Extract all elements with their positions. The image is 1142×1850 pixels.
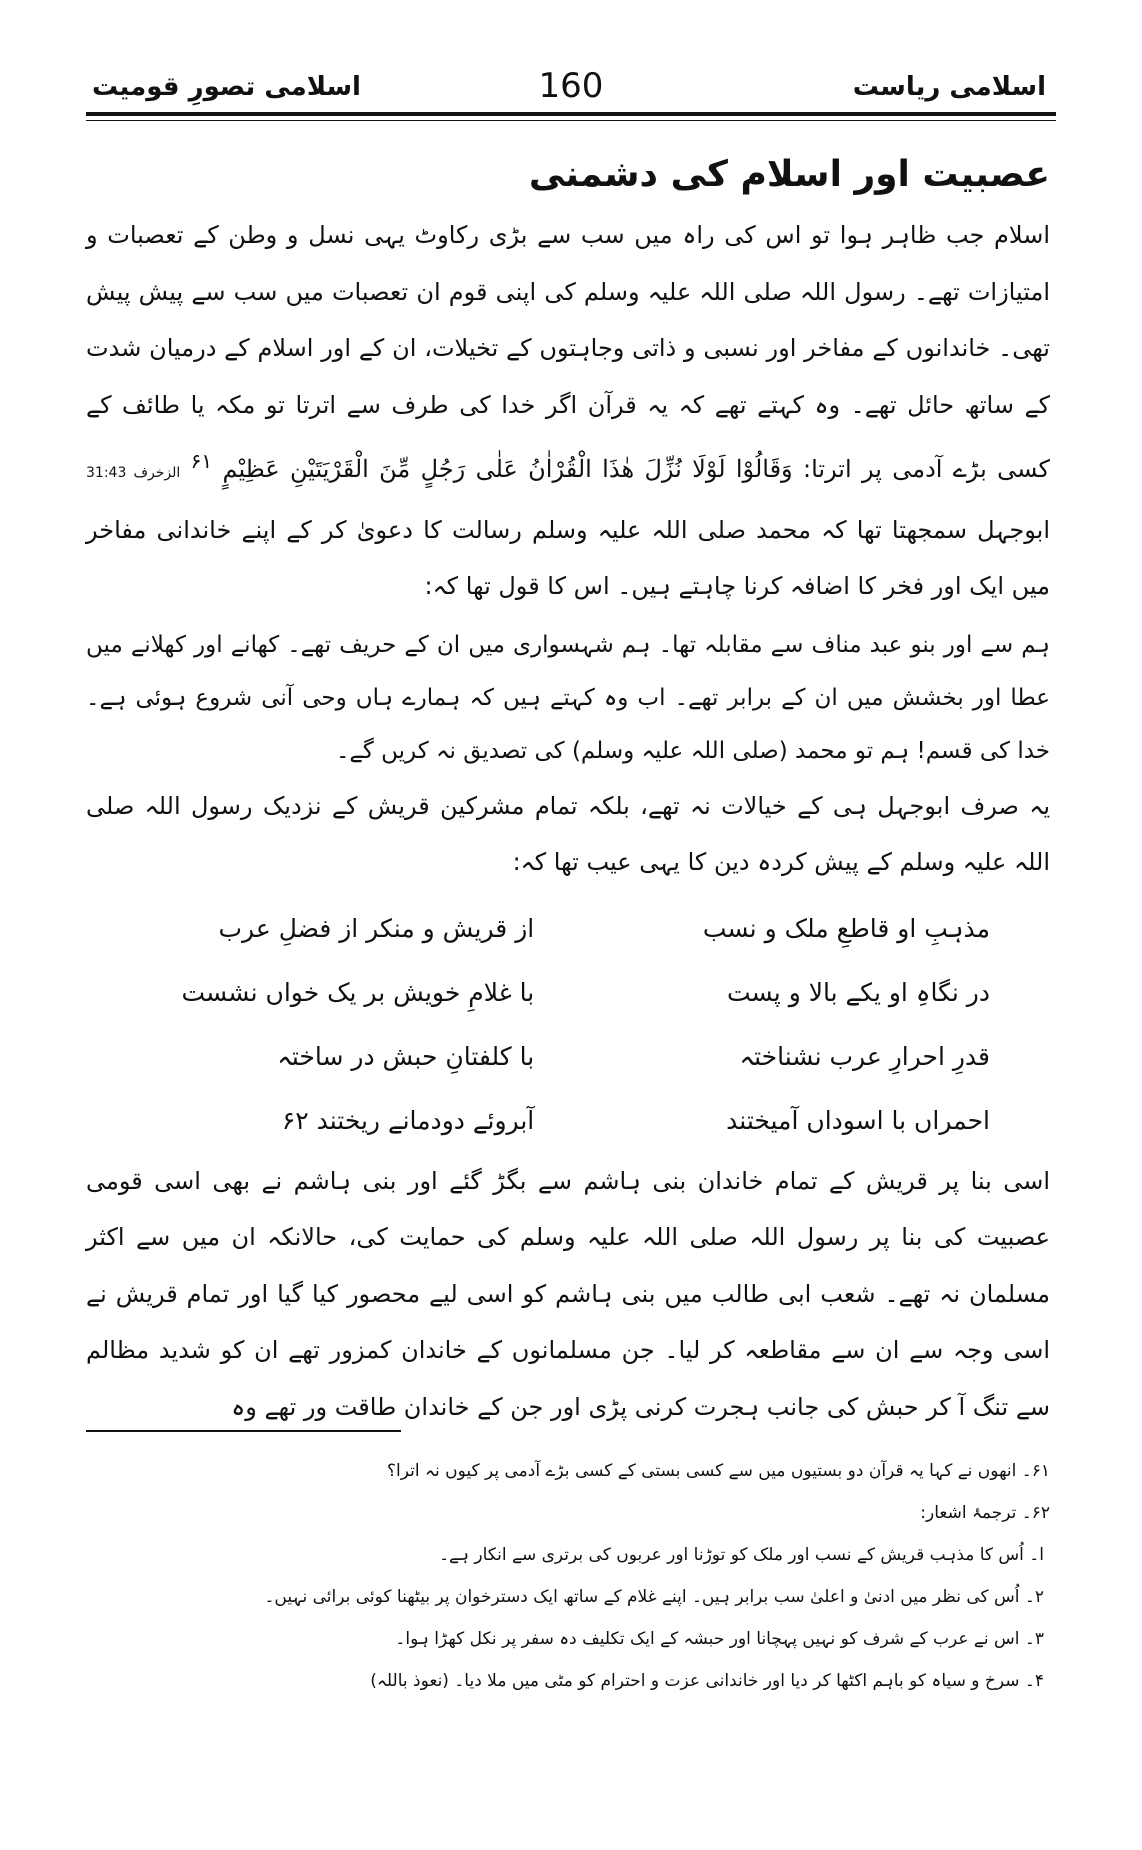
translation-line-1: ا۔ اُس کا مذہب قریش کے نسب اور ملک کو توڑنا اور عربوں کی برتری سے انکار ہے۔ [439, 1545, 1044, 1565]
footnotes [86, 1450, 1050, 1702]
footnote-62: ۶۲۔ ترجمۂ اشعار: [920, 1503, 1050, 1523]
verse-left-hemistich: از قریش و منکر از فضلِ عرب [218, 913, 535, 943]
verse-left-hemistich: با کلفتانِ حبش در ساختہ [277, 1041, 535, 1071]
verse-right-hemistich: احمراں با اسوداں آمیختند [726, 1105, 990, 1135]
paragraph-1-continued: ابوجہل سمجھتا تھا کہ محمد صلی اللہ علیہ وسلم رسالت کا دعویٰ کر کے اپنے خاندانی مفاخر میں ایک اور فخر کا اضافہ کرنا چاہتے ہیں۔ اس کا قول تھا کہ: [86, 515, 1050, 600]
paragraph-2: یہ صرف ابوجہل ہی کے خیالات نہ تھے، بلکہ تمام مشرکین قریش کے نزدیک رسول اللہ صلی اللہ علیہ وسلم کے پیش کردہ دین کا یہی عیب تھا کہ: [86, 791, 1050, 876]
paragraph-1-text: اسلام جب ظاہر ہوا تو اس کی راہ میں سب سے بڑی رکاوٹ یہی نسل و وطن کے تعصبات و امتیازات تھے۔ رسول اللہ صلی اللہ علیہ وسلم کی اپنی قوم ان تعصبات میں سب سے پیش پیش تھی۔ خاندانوں کے مفاخر اور نسبی و ذاتی وجاہتوں کے تخیلات، ان کے اور اسلام کے درمیان شدت کے ساتھ حائل تھے۔ وہ کہتے تھے کہ یہ قرآن اگر خدا کی طرف سے اترتا تو مکہ یا طائف کے کسی بڑے آدمی پر اترتا: [86, 221, 1050, 483]
header-rule-thin [86, 120, 1056, 121]
paragraph-3: اسی بنا پر قریش کے تمام خاندان بنی ہاشم سے بگڑ گئے اور بنی ہاشم نے بھی اسی قومی عصبیت کی بنا پر رسول اللہ صلی اللہ علیہ وسلم کی حمایت کی، حالانکہ ان میں سے اکثر مسلمان نہ تھے۔ شعب ابی طالب میں بنی ہاشم کو اسی لیے محصور کیا گیا اور تمام قریش نے اسی وجہ سے ان سے مقاطعہ کر لیا۔ جن مسلمانوں کے خاندان کمزور تھے ان کو شدید مظالم سے تنگ آ کر حبش کی جانب ہجرت کرنی پڑی اور جن کے خاندان طاقت ور تھے وہ [86, 1166, 1050, 1421]
poem-verse [146, 961, 990, 1025]
paragraph-1 [86, 207, 1050, 615]
quran-verse: وَقَالُوْا لَوْلَا نُزِّلَ هٰذَا الْقُرْاٰنُ عَلٰى رَجُلٍ مِّنَ الْقَرْيَتَيْنِ عَظِيْمٍ [222, 455, 793, 483]
translation-line-2: ۲۔ اُس کی نظر میں ادنیٰ و اعلیٰ سب برابر ہیں۔ اپنے غلام کے ساتھ ایک دسترخوان پر بیٹھنا کوئی برائی نہیں۔ [264, 1587, 1044, 1607]
footnote-ref-61: ۶۱ [190, 449, 213, 473]
abu-jahl-quote: ہم سے اور بنو عبد مناف سے مقابلہ تھا۔ ہم شہسواری میں ان کے حریف تھے۔ کھانے اور کھلانے میں عطا اور بخشش میں ان کے برابر تھے۔ اب وہ کہتے ہیں کہ ہمارے ہاں وحی آنی شروع ہوئی ہے۔ خدا کی قسم! ہم تو محمد (صلی اللہ علیہ وسلم) کی تصدیق نہ کریں گے۔ [86, 631, 1050, 764]
verse-right-hemistich: مذہبِ او قاطعِ ملک و نسب [702, 913, 990, 943]
footnote-61: ۶۱۔ انھوں نے کہا یہ قرآن دو بستیوں میں سے کسی بستی کے کسی بڑے آدمی پر کیوں نہ اترا؟ [387, 1461, 1050, 1481]
main-text [86, 140, 1050, 1435]
verse-reference: الزخرف 31:43 [86, 465, 181, 481]
persian-poem [146, 897, 990, 1153]
verse-right-hemistich: قدرِ احرارِ عرب نشناختہ [739, 1041, 990, 1071]
section-title: عصبیت اور اسلام کی دشمنی [528, 154, 1050, 195]
footnote-rule [86, 1430, 401, 1432]
poem-verse [146, 1025, 990, 1089]
poem-verse [146, 897, 990, 961]
verse-right-hemistich: در نگاہِ او یکے بالا و پست [726, 977, 990, 1007]
verse-left-hemistich: با غلامِ خویش بر یک خواں نشست [181, 977, 535, 1007]
page-number: 160 [538, 66, 604, 106]
translation-line-3: ۳۔ اس نے عرب کے شرف کو نہیں پہچانا اور حبشہ کے ایک تکلیف دہ سفر پر نکل کھڑا ہوا۔ [395, 1629, 1044, 1649]
running-header-left: اسلامی تصورِ قومیت [92, 72, 361, 102]
header-rule-thick [86, 112, 1056, 116]
translation-line-4: ۴۔ سرخ و سیاہ کو باہم اکٹھا کر دیا اور خاندانی عزت و احترام کو مٹی میں ملا دیا۔ (نعوذ باللہ) [370, 1671, 1044, 1691]
poem-verse [146, 1089, 990, 1153]
verse-left-hemistich: آبروئے دودمانے ریختند ۶۲ [281, 1105, 535, 1135]
running-header-right: اسلامی ریاست [852, 72, 1046, 102]
